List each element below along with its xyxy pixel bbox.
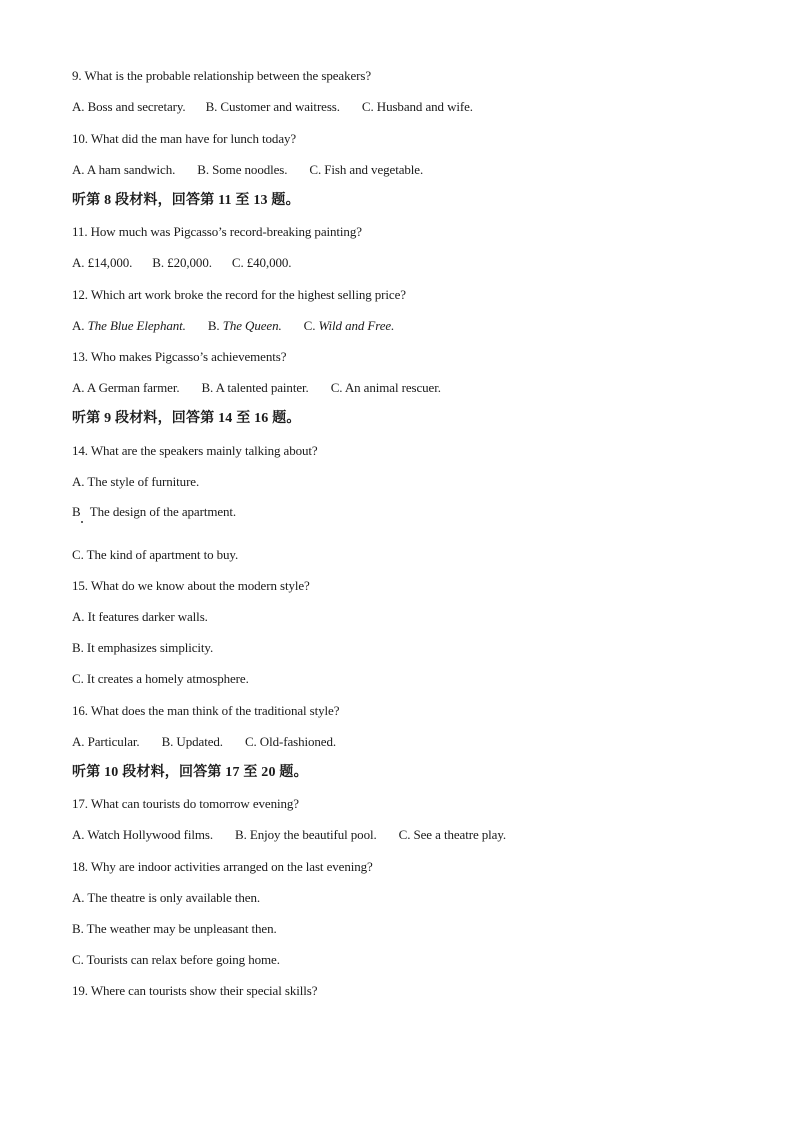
question-18-option-b: B. The weather may be unpleasant then. [72, 921, 277, 936]
question-13-options [72, 380, 441, 396]
option-b: B. Customer and waitress. [205, 99, 340, 114]
question-18-option-a: A. The theatre is only available then. [72, 890, 261, 905]
option-b: B. Updated. [161, 734, 223, 749]
option-a: A. £14,000. [72, 255, 133, 270]
option-b: B. £20,000. [152, 255, 212, 270]
question-15-option-c: C. It creates a homely atmosphere. [72, 671, 249, 686]
question-19: 19. Where can tourists show their special skills? [72, 983, 318, 998]
question-18: 18. Why are indoor activities arranged on the last evening? [72, 859, 373, 874]
option-c: C. Husband and wife. [361, 99, 473, 114]
option-a: A. Particular. [72, 734, 140, 749]
question-15-option-b: B. It emphasizes simplicity. [72, 640, 214, 655]
option-prefix: A. [72, 318, 88, 333]
question-17-options [72, 827, 506, 843]
option-b: B. A talented painter. [201, 380, 309, 395]
option-c: C. £40,000. [231, 255, 292, 270]
question-11-options [72, 255, 291, 271]
question-17: 17. What can tourists do tomorrow evening? [72, 796, 299, 811]
option-c: C. An animal rescuer. [330, 380, 441, 395]
question-15-option-a: A. It features darker walls. [72, 609, 208, 624]
option-a: A. Watch Hollywood films. [72, 827, 214, 842]
question-10-options [72, 162, 423, 178]
option-c [304, 318, 395, 334]
artwork-title: Wild and Free. [318, 318, 395, 333]
option-a: A. A ham sandwich. [72, 162, 176, 177]
option-prefix: C. [303, 318, 319, 333]
question-14-option-a: A. The style of furniture. [72, 474, 200, 489]
option-a: A. Boss and secretary. [72, 99, 186, 114]
option-a [72, 318, 186, 334]
question-11: 11. How much was Pigcasso’s record-breaking painting? [72, 224, 362, 239]
question-18-option-c: C. Tourists can relax before going home. [72, 952, 280, 967]
question-10: 10. What did the man have for lunch today? [72, 131, 297, 146]
artwork-title: The Blue Elephant. [87, 318, 186, 333]
option-b: B. Enjoy the beautiful pool. [235, 827, 377, 842]
section-heading-10: 听第 10 段材料，回答第 17 至 20 题。 [72, 765, 308, 780]
stray-dot [81, 521, 83, 523]
question-16-options [72, 734, 336, 750]
artwork-title: The Queen. [222, 318, 282, 333]
question-14-option-c: C. The kind of apartment to buy. [72, 547, 239, 562]
option-b: B. Some noodles. [197, 162, 288, 177]
section-heading-9: 听第 9 段材料，回答第 14 至 16 题。 [72, 411, 301, 426]
question-12: 12. Which art work broke the record for the highest selling price? [72, 287, 406, 302]
question-9-options [72, 99, 473, 115]
section-heading-8: 听第 8 段材料，回答第 11 至 13 题。 [72, 193, 300, 208]
question-16: 16. What does the man think of the traditional style? [72, 703, 340, 718]
option-c: C. Old-fashioned. [244, 734, 337, 749]
option-a: A. A German farmer. [72, 380, 180, 395]
option-prefix: B. [207, 318, 223, 333]
option-b [208, 318, 282, 334]
question-15: 15. What do we know about the modern style? [72, 578, 310, 593]
option-c: C. See a theatre play. [398, 827, 507, 842]
question-13: 13. Who makes Pigcasso’s achievements? [72, 349, 287, 364]
question-14-option-b: B The design of the apartment. [72, 504, 237, 519]
question-12-options [72, 318, 394, 334]
question-9: 9. What is the probable relationship between the speakers? [72, 68, 371, 83]
option-c: C. Fish and vegetable. [309, 162, 424, 177]
question-14: 14. What are the speakers mainly talking about? [72, 443, 318, 458]
